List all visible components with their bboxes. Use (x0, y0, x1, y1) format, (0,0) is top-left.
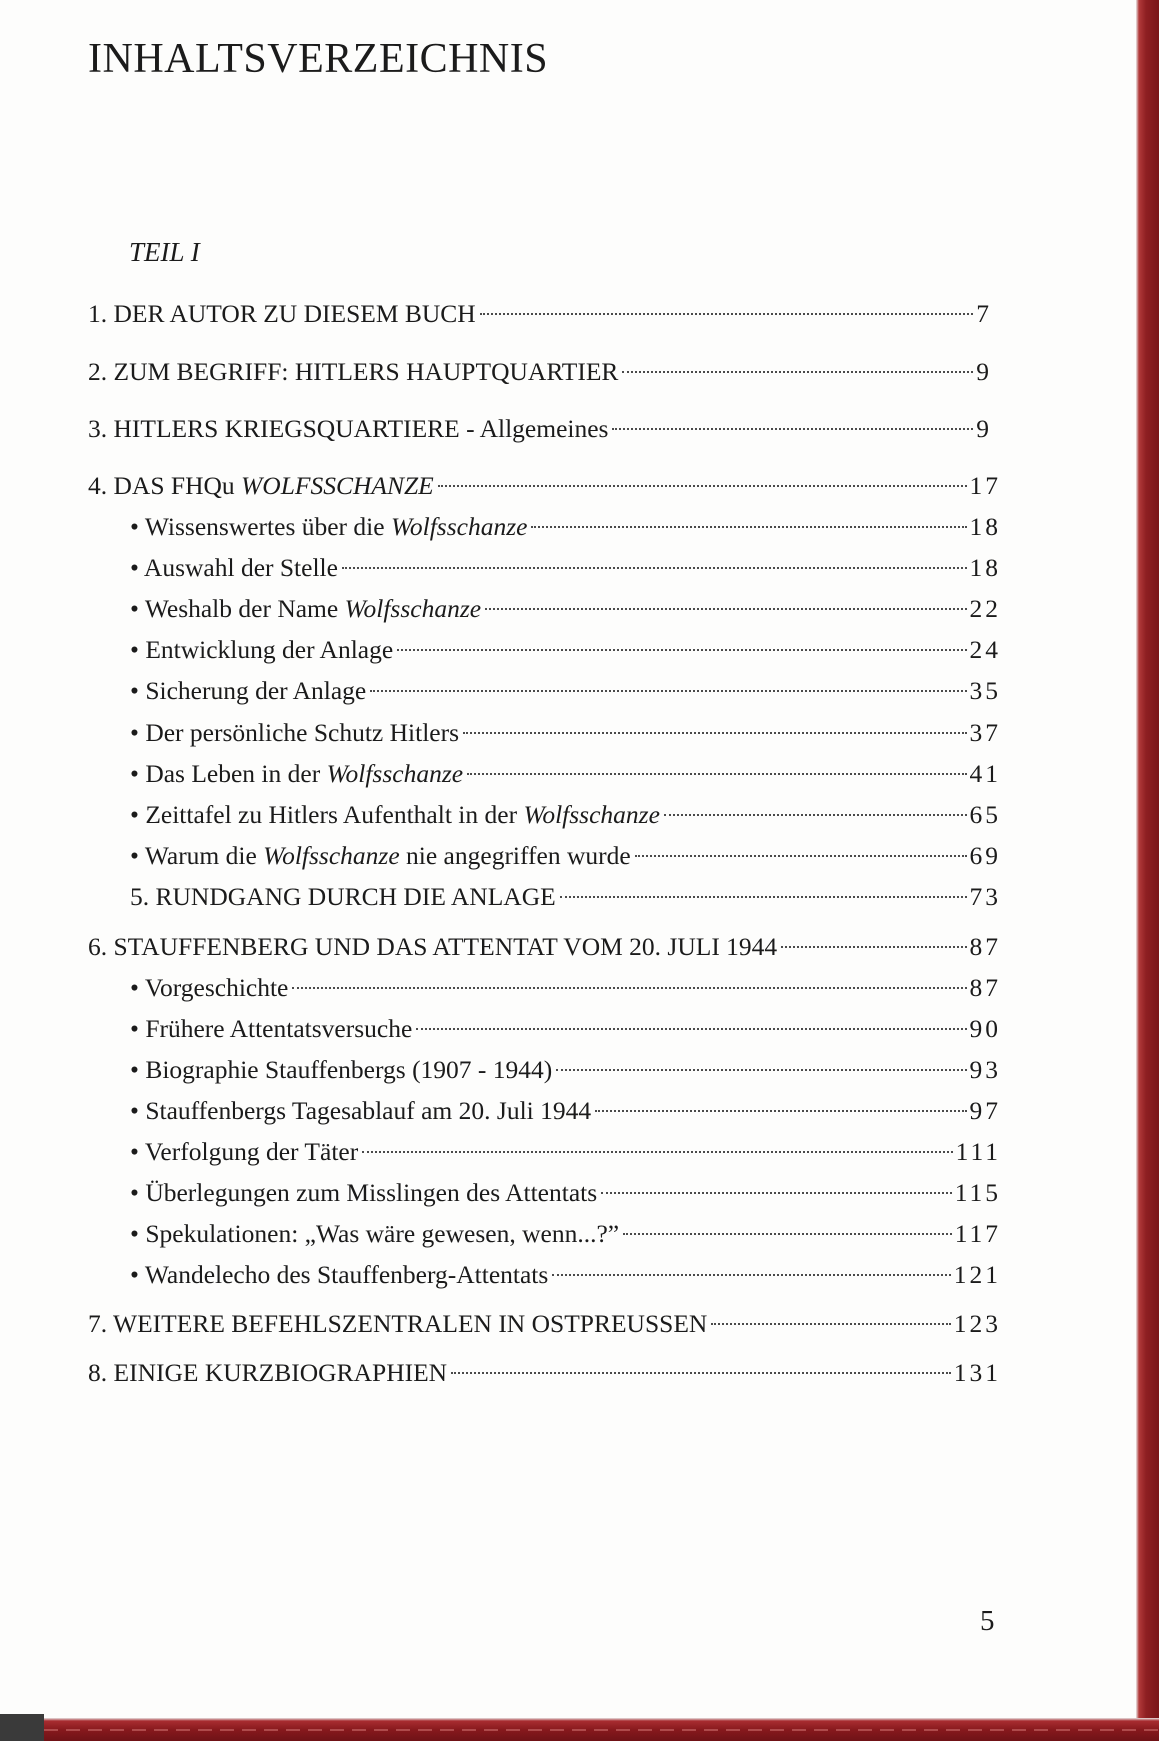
toc-subentry (130, 1257, 1001, 1293)
dot-leader (612, 428, 973, 430)
dot-leader (451, 1372, 951, 1374)
toc-subentry (130, 797, 1001, 833)
toc-entry-title: 5. RUNDGANG DURCH DIE ANLAGE (130, 882, 556, 911)
dot-leader (342, 567, 967, 569)
toc-entry (130, 879, 1001, 915)
toc-entry (88, 354, 992, 390)
toc-entry-page: 24 (969, 635, 1001, 664)
toc-subentry-title: • Spekulationen: „Was wäre gewesen, wenn...?” (130, 1216, 619, 1252)
toc-entry-page: 131 (953, 1358, 1001, 1387)
toc-subentry (130, 1052, 1001, 1088)
toc-subentry-title: • Weshalb der Name Wolfsschanze (130, 591, 481, 627)
toc-subentry (130, 756, 1001, 792)
part-label: TEIL I (129, 237, 200, 267)
toc-subentry (130, 838, 1001, 874)
toc-subentry (130, 1216, 1001, 1252)
dot-leader (601, 1192, 952, 1194)
toc-entry-title: 2. ZUM BEGRIFF: HITLERS HAUPTQUARTIER (88, 357, 619, 386)
book-cover-edge-bottom (0, 1718, 1159, 1741)
toc-entry (88, 1355, 1001, 1391)
toc-subentry-title: • Sicherung der Anlage (130, 673, 366, 709)
toc-subentry-title: • Der persönliche Schutz Hitlers (130, 715, 459, 751)
toc-entry-page: 18 (969, 553, 1001, 582)
toc-subentry (130, 550, 1001, 586)
dot-leader (552, 1274, 950, 1276)
toc-entry (88, 468, 1001, 504)
dot-leader (485, 608, 966, 610)
toc-subentry (130, 632, 1001, 668)
toc-entry-page: 121 (953, 1260, 1001, 1289)
toc-entry-title: 7. WEITERE BEFEHLSZENTRALEN IN OSTPREUSSEN (88, 1309, 708, 1338)
dot-leader (370, 690, 966, 692)
toc-entry-page: 17 (969, 471, 1001, 500)
book-cover-edge-right (1136, 0, 1159, 1741)
toc-entry-title: 6. STAUFFENBERG UND DAS ATTENTAT VOM 20. JULI 1944 (88, 932, 778, 961)
toc-entry-page: 41 (969, 759, 1001, 788)
toc-subentry (130, 1134, 1001, 1170)
toc-subentry-title: • Vorgeschichte (130, 970, 288, 1006)
toc-subentry (130, 673, 1001, 709)
dot-leader (711, 1323, 950, 1325)
toc-subentry-title: • Biographie Stauffenbergs (1907 - 1944) (130, 1052, 552, 1088)
toc-entry (88, 296, 992, 332)
toc-entry (88, 411, 992, 447)
dot-leader (467, 773, 966, 775)
toc-entry-page: 73 (969, 882, 1001, 911)
toc-entry-page: 22 (969, 594, 1001, 623)
toc-subentry-title: • Wandelecho des Stauffenberg-Attentats (130, 1257, 548, 1293)
toc-entry-page: 65 (969, 800, 1001, 829)
toc-entry-page: 90 (969, 1014, 1001, 1043)
toc-entry (88, 1306, 1001, 1342)
toc-subentry-title: • Auswahl der Stelle (130, 550, 338, 586)
toc-entry-title: 8. EINIGE KURZBIOGRAPHIEN (88, 1358, 448, 1387)
toc-entry-page: 115 (954, 1178, 1001, 1207)
dot-leader (438, 485, 967, 487)
toc-subentry (130, 1175, 1001, 1211)
toc-entry-page: 7 (976, 299, 992, 328)
toc-subentry-title: • Stauffenbergs Tagesablauf am 20. Juli 1944 (130, 1093, 591, 1129)
toc-entry-title: 1. DER AUTOR ZU DIESEM BUCH (88, 299, 476, 328)
toc-entry-page: 87 (969, 932, 1001, 961)
toc-subentry (130, 715, 1001, 751)
toc-subentry-title: • Frühere Attentatsversuche (130, 1011, 412, 1047)
toc-subentry (130, 970, 1001, 1006)
toc-entry-page: 9 (976, 357, 992, 386)
dot-leader (463, 732, 966, 734)
toc-entry-page: 35 (969, 676, 1001, 705)
toc-entry-page: 9 (976, 414, 992, 443)
toc-subentry-title: • Zeittafel zu Hitlers Aufenthalt in der Wolfsschanze (130, 797, 660, 833)
scan-corner-mark (0, 1714, 44, 1741)
toc-subentry-title: • Das Leben in der Wolfsschanze (130, 756, 463, 792)
dot-leader (635, 855, 967, 857)
toc-entry (88, 929, 1001, 965)
dot-leader (292, 987, 966, 989)
toc-entry-page: 69 (969, 841, 1001, 870)
toc-entry-page: 37 (969, 718, 1001, 747)
toc-subentry (130, 509, 1001, 545)
toc-subentry (130, 1093, 1001, 1129)
toc-entry-title: 3. HITLERS KRIEGSQUARTIERE - Allgemeines (88, 414, 609, 443)
dot-leader (622, 371, 973, 373)
toc-subentry-title: • Warum die Wolfsschanze nie angegriffen wurde (130, 838, 631, 874)
dot-leader (556, 1069, 966, 1071)
dot-leader (531, 526, 966, 528)
toc-entry-page: 111 (955, 1137, 1001, 1166)
dot-leader (560, 896, 967, 898)
toc-subentry-title: • Verfolgung der Täter (130, 1134, 358, 1170)
dot-leader (781, 946, 966, 948)
page-title: INHALTSVERZEICHNIS (88, 36, 549, 82)
dot-leader (664, 814, 967, 816)
dot-leader (480, 313, 974, 315)
toc-subentry (130, 1011, 1001, 1047)
toc-subentry-title: • Überlegungen zum Misslingen des Attentats (130, 1175, 597, 1211)
toc-entry-page: 87 (969, 973, 1001, 1002)
dot-leader (397, 649, 966, 651)
toc-entry-page: 93 (969, 1055, 1001, 1084)
dot-leader (595, 1110, 966, 1112)
toc-entry-page: 117 (954, 1219, 1001, 1248)
dot-leader (416, 1028, 966, 1030)
page-number: 5 (980, 1605, 995, 1637)
toc-subentry (130, 591, 1001, 627)
dot-leader (362, 1151, 952, 1153)
dot-leader (623, 1233, 952, 1235)
toc-subentry-title: • Wissenswertes über die Wolfsschanze (130, 509, 527, 545)
toc-subentry-title: • Entwicklung der Anlage (130, 632, 393, 668)
toc-entry-title: 4. DAS FHQu WOLFSSCHANZE (88, 471, 434, 500)
toc-entry-page: 18 (969, 512, 1001, 541)
toc-entry-page: 123 (953, 1309, 1001, 1338)
toc-entry-page: 97 (969, 1096, 1001, 1125)
